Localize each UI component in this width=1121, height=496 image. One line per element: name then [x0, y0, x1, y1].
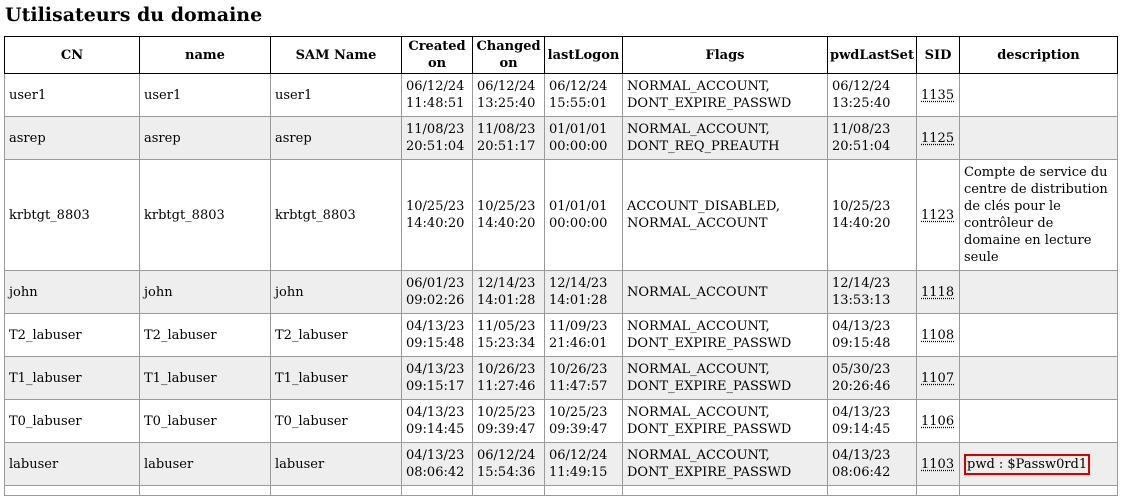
cell-sam-name: T0_labuser: [271, 400, 402, 443]
cell-changed-on: 10/25/23 14:40:20: [473, 160, 545, 271]
cell-sam-name: user1: [271, 74, 402, 117]
cell-description: [960, 443, 1118, 486]
cell-cn: asrep: [5, 117, 140, 160]
cell-changed-on: 10/26/23 11:27:46: [473, 357, 545, 400]
cell-pwdlastset: 05/30/23 20:26:46: [828, 357, 917, 400]
cell-sam-name: krbtgt_8803: [271, 160, 402, 271]
table-row: [5, 271, 1118, 314]
cell-created-on: 06/01/23 09:02:26: [402, 271, 473, 314]
cell-cn: user1: [5, 74, 140, 117]
cell-lastlogon: 10/25/23 09:39:47: [545, 400, 623, 443]
cell-description: [960, 400, 1118, 443]
cell-pwdlastset: 11/08/23 20:51:04: [828, 117, 917, 160]
cell-flags: NORMAL_ACCOUNT, DONT_EXPIRE_PASSWD: [623, 357, 828, 400]
table-row: [5, 74, 1118, 117]
cell-cn: T1_labuser: [5, 357, 140, 400]
cell-cn: john: [5, 271, 140, 314]
cell-changed-on: 12/14/23 14:01:28: [473, 271, 545, 314]
cell-lastlogon: 10/26/23 11:47:57: [545, 357, 623, 400]
table-row: [5, 486, 1118, 496]
cell-name: T2_labuser: [140, 314, 271, 357]
cell-lastlogon: 01/01/01 00:00:00: [545, 160, 623, 271]
cell-name: john: [140, 271, 271, 314]
cell-sid: [917, 74, 960, 117]
cell-pwdlastset: 04/13/23 09:15:48: [828, 314, 917, 357]
cell-flags: NORMAL_ACCOUNT, DONT_EXPIRE_PASSWD: [623, 400, 828, 443]
column-header-sid: SID: [917, 37, 960, 74]
table-row: [5, 357, 1118, 400]
cell-sid: [917, 357, 960, 400]
column-header-sam-name: SAM Name: [271, 37, 402, 74]
cell-description: [960, 314, 1118, 357]
cell-lastlogon: 06/12/24 15:55:01: [545, 74, 623, 117]
cell-sid: [917, 160, 960, 271]
cell-created-on: 06/12/24 11:48:51: [402, 74, 473, 117]
cell-pwdlastset: 10/25/23 14:40:20: [828, 160, 917, 271]
cell-cn: labuser: [5, 443, 140, 486]
cell-created-on: 04/13/23 09:15:48: [402, 314, 473, 357]
cell-flags: ACCOUNT_DISABLED, NORMAL_ACCOUNT: [623, 160, 828, 271]
cell-flags: [623, 486, 828, 496]
cell-sam-name: john: [271, 271, 402, 314]
sid-value[interactable]: 1103: [921, 456, 955, 472]
cell-sam-name: labuser: [271, 443, 402, 486]
cell-name: krbtgt_8803: [140, 160, 271, 271]
cell-lastlogon: 12/14/23 14:01:28: [545, 271, 623, 314]
cell-flags: NORMAL_ACCOUNT, DONT_EXPIRE_PASSWD: [623, 314, 828, 357]
sid-value[interactable]: 1135: [921, 87, 955, 103]
sid-value[interactable]: 1106: [921, 413, 955, 429]
cell-sam-name: asrep: [271, 117, 402, 160]
cell-description: [960, 74, 1118, 117]
cell-name: [140, 486, 271, 496]
sid-value[interactable]: 1107: [921, 370, 955, 386]
cell-pwdlastset: 06/12/24 13:25:40: [828, 74, 917, 117]
cell-flags: NORMAL_ACCOUNT: [623, 271, 828, 314]
cell-sid: [917, 271, 960, 314]
cell-name: labuser: [140, 443, 271, 486]
cell-changed-on: 11/05/23 15:23:34: [473, 314, 545, 357]
table-row: [5, 400, 1118, 443]
cell-description: [960, 357, 1118, 400]
cell-name: T1_labuser: [140, 357, 271, 400]
cell-flags: NORMAL_ACCOUNT, DONT_EXPIRE_PASSWD: [623, 74, 828, 117]
cell-created-on: 04/13/23 08:06:42: [402, 443, 473, 486]
page-title: Utilisateurs du domaine: [5, 4, 263, 26]
cell-changed-on: 06/12/24 15:54:36: [473, 443, 545, 486]
cell-description: Compte de service du centre de distribution de clés pour le contrôleur de domaine en lecture seule: [960, 160, 1118, 271]
cell-flags: NORMAL_ACCOUNT, DONT_REQ_PREAUTH: [623, 117, 828, 160]
cell-changed-on: [473, 486, 545, 496]
cell-sid: [917, 117, 960, 160]
table-row: [5, 314, 1118, 357]
domain-users-table: [4, 36, 1118, 496]
cell-sid: [917, 314, 960, 357]
column-header-cn: CN: [5, 37, 140, 74]
cell-pwdlastset: [828, 486, 917, 496]
cell-description: [960, 271, 1118, 314]
cell-name: asrep: [140, 117, 271, 160]
table-row: [5, 117, 1118, 160]
column-header-flags: Flags: [623, 37, 828, 74]
cell-sid: [917, 400, 960, 443]
column-header-created-on: Created on: [402, 37, 473, 74]
cell-created-on: 11/08/23 20:51:04: [402, 117, 473, 160]
cell-cn: krbtgt_8803: [5, 160, 140, 271]
sid-value[interactable]: 1125: [921, 130, 955, 146]
cell-name: T0_labuser: [140, 400, 271, 443]
cell-cn: T2_labuser: [5, 314, 140, 357]
column-header-name: name: [140, 37, 271, 74]
cell-sam-name: [271, 486, 402, 496]
cell-sid: [917, 443, 960, 486]
cell-created-on: 04/13/23 09:15:17: [402, 357, 473, 400]
cell-changed-on: 10/25/23 09:39:47: [473, 400, 545, 443]
cell-created-on: [402, 486, 473, 496]
cell-name: user1: [140, 74, 271, 117]
cell-pwdlastset: 04/13/23 08:06:42: [828, 443, 917, 486]
cell-lastlogon: 11/09/23 21:46:01: [545, 314, 623, 357]
table-row: [5, 443, 1118, 486]
sid-value[interactable]: 1118: [921, 284, 955, 300]
cell-description: [960, 486, 1118, 496]
column-header-pwdlastset: pwdLastSet: [828, 37, 917, 74]
column-header-changed-on: Changed on: [473, 37, 545, 74]
password-highlight: pwd : $Passw0rd1: [964, 454, 1090, 475]
cell-lastlogon: [545, 486, 623, 496]
column-header-lastlogon: lastLogon: [545, 37, 623, 74]
cell-flags: NORMAL_ACCOUNT, DONT_EXPIRE_PASSWD: [623, 443, 828, 486]
cell-changed-on: 11/08/23 20:51:17: [473, 117, 545, 160]
cell-sid: [917, 486, 960, 496]
table-row: [5, 160, 1118, 271]
cell-lastlogon: 01/01/01 00:00:00: [545, 117, 623, 160]
cell-cn: T0_labuser: [5, 400, 140, 443]
cell-created-on: 04/13/23 09:14:45: [402, 400, 473, 443]
cell-pwdlastset: 04/13/23 09:14:45: [828, 400, 917, 443]
sid-value[interactable]: 1108: [921, 327, 955, 343]
cell-created-on: 10/25/23 14:40:20: [402, 160, 473, 271]
column-header-description: description: [960, 37, 1118, 74]
cell-sam-name: T2_labuser: [271, 314, 402, 357]
cell-description: [960, 117, 1118, 160]
cell-pwdlastset: 12/14/23 13:53:13: [828, 271, 917, 314]
cell-cn: [5, 486, 140, 496]
cell-lastlogon: 06/12/24 11:49:15: [545, 443, 623, 486]
sid-value[interactable]: 1123: [921, 207, 955, 223]
cell-changed-on: 06/12/24 13:25:40: [473, 74, 545, 117]
cell-sam-name: T1_labuser: [271, 357, 402, 400]
table-header-row: [5, 37, 1118, 74]
